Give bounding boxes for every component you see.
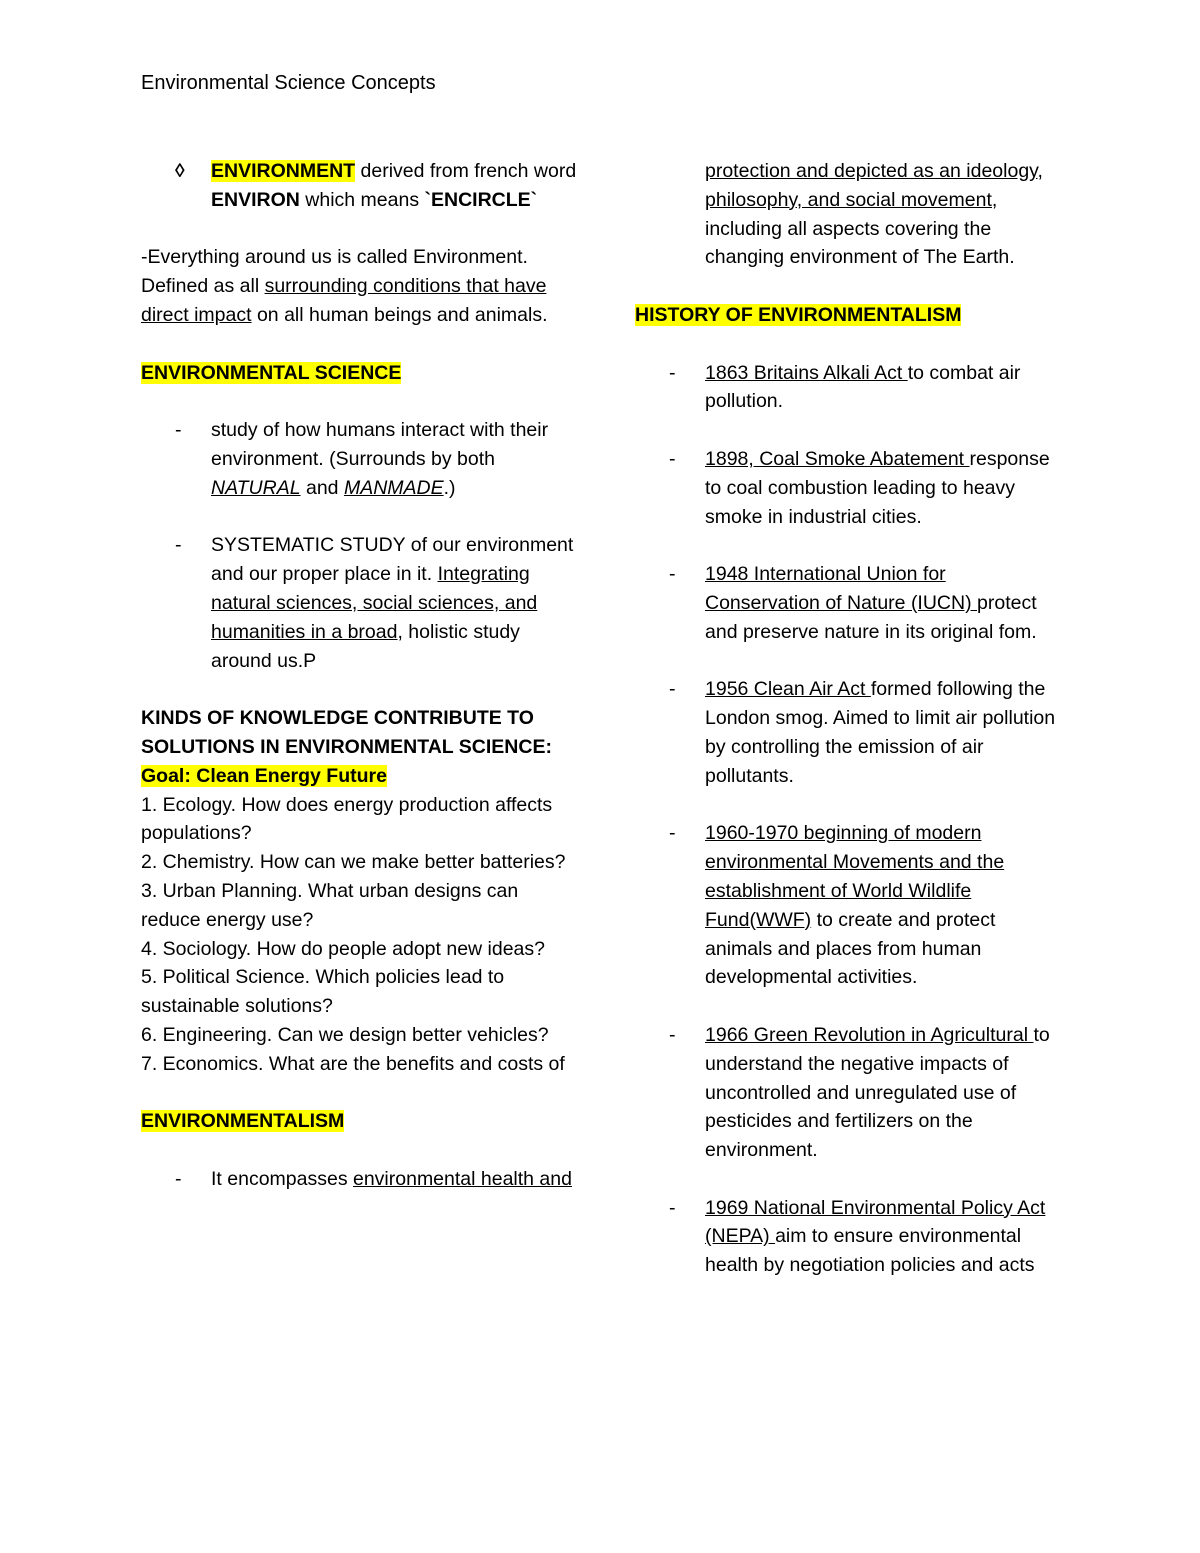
heading-environmental-science: ENVIRONMENTAL SCIENCE — [141, 361, 402, 384]
dash-bullet: - — [669, 361, 676, 384]
underlined-text: protection and depicted as an ideology, philosophy, and social movement, — [705, 160, 1043, 211]
dash-bullet: - — [175, 1167, 182, 1190]
dash-bullet: - — [175, 419, 182, 442]
history-text: aim to ensure environmental health by negotiation policies and acts — [705, 1225, 1035, 1277]
paragraph-part: including all aspects covering the changing environment of The Earth. — [705, 217, 1015, 269]
dash-bullet: - — [175, 534, 182, 557]
knowledge-item: 6. Engineering. Can we design better vehicles? — [141, 1023, 549, 1046]
everything-paragraph — [141, 243, 581, 329]
environmentalism-continued — [635, 157, 1065, 272]
history-text: formed following the London smog. Aimed to limit air pollution by controlling the emission of air pollutants. — [705, 678, 1056, 787]
term-encircle: `ENCIRCLE` — [424, 188, 538, 211]
heading-history: HISTORY OF ENVIRONMENTALISM — [635, 303, 962, 326]
history-text: to combat air pollution. — [705, 361, 1021, 413]
history-text: response to coal combustion leading to heavy smoke in industrial cities. — [705, 447, 1050, 528]
knowledge-item: 2. Chemistry. How can we make better batteries? — [141, 851, 566, 874]
dash-bullet: - — [669, 1023, 676, 1046]
dash-bullet: - — [669, 447, 676, 470]
history-item — [635, 1021, 1065, 1165]
item-text: holistic study around us.P — [211, 620, 520, 672]
history-text: protect and preserve nature in its original fom. — [705, 591, 1037, 643]
history-title: 1966 Green Revolution in Agricultural — [705, 1023, 1034, 1046]
definition-item — [141, 157, 581, 215]
knowledge-item: 3. Urban Planning. What urban designs can reduce energy use? — [141, 879, 519, 931]
term-environ: ENVIRON — [211, 188, 300, 211]
history-item — [635, 819, 1065, 992]
item-text: SYSTEMATIC STUDY of our environment and our proper place in it. — [211, 534, 574, 586]
paragraph-part: on all human beings and animals. — [251, 303, 548, 326]
manmade-term: MANMADE — [343, 476, 444, 499]
history-item — [635, 675, 1065, 790]
paragraph-part: -Everything around us is called Environment. Defined as all — [141, 246, 528, 298]
history-title: 1969 National Environmental Policy Act (NEPA) — [705, 1196, 1046, 1248]
history-title: 1956 Clean Air Act — [705, 678, 871, 701]
item-text: .) — [443, 476, 456, 499]
term-environment: ENVIRONMENT — [211, 160, 356, 182]
dash-bullet: - — [669, 678, 676, 701]
list-item — [141, 531, 581, 675]
history-title: 1960-1970 beginning of modern environmental Movements and the establishment of World Wildlife Fund(WWF) — [705, 822, 1005, 931]
list-item — [141, 416, 581, 502]
dash-bullet: - — [669, 822, 676, 845]
item-text: study of how humans interact with their environment. (Surrounds by both — [211, 419, 549, 470]
knowledge-item: 4. Sociology. How do people adopt new ideas? — [141, 937, 545, 960]
dash-bullet: - — [669, 1196, 676, 1219]
page-header: Environmental Science Concepts — [141, 72, 436, 94]
natural-term: NATURAL — [211, 476, 301, 499]
list-item — [141, 1165, 581, 1194]
left-column — [141, 157, 581, 1194]
underlined-text: Integrating natural sciences, social sciences, and humanities in a broad, — [211, 563, 538, 643]
heading-environmentalism: ENVIRONMENTALISM — [141, 1110, 345, 1133]
heading-kinds-of-knowledge: KINDS OF KNOWLEDGE CONTRIBUTE TO SOLUTIONS IN ENVIRONMENTAL SCIENCE: — [141, 707, 552, 758]
knowledge-item: 7. Economics. What are the benefits and costs of — [141, 1052, 565, 1075]
item-text: It encompasses — [211, 1167, 353, 1190]
diamond-bullet-icon: ◊ — [175, 160, 185, 182]
history-item — [635, 1194, 1065, 1280]
definition-text — [211, 157, 581, 215]
knowledge-item: 5. Political Science. Which policies lead to sustainable solutions? — [141, 966, 505, 1018]
goal-label: Goal: Clean Energy Future — [141, 764, 387, 787]
underlined-text: environmental health and — [352, 1167, 572, 1190]
underlined-text: surrounding conditions that have direct impact — [141, 275, 547, 326]
right-column — [635, 157, 1065, 1280]
item-text: and — [300, 476, 344, 499]
knowledge-item: 1. Ecology. How does energy production affects populations? — [141, 793, 553, 845]
history-item — [635, 359, 1065, 417]
history-text: to create and protect animals and places from human developmental activities. — [705, 908, 996, 989]
dash-bullet: - — [669, 563, 676, 586]
history-title: 1863 Britains Alkali Act — [705, 361, 908, 384]
history-item — [635, 560, 1065, 646]
history-item — [635, 445, 1065, 531]
history-title: 1898, Coal Smoke Abatement — [705, 447, 970, 470]
history-text: to understand the negative impacts of uncontrolled and unregulated use of pesticides and fertilizers on the environment. — [705, 1023, 1050, 1162]
definition-part: which means — [299, 188, 425, 211]
history-title: 1948 International Union for Conservation of Nature (IUCN) — [705, 563, 978, 614]
definition-part: derived from french word — [355, 160, 577, 182]
